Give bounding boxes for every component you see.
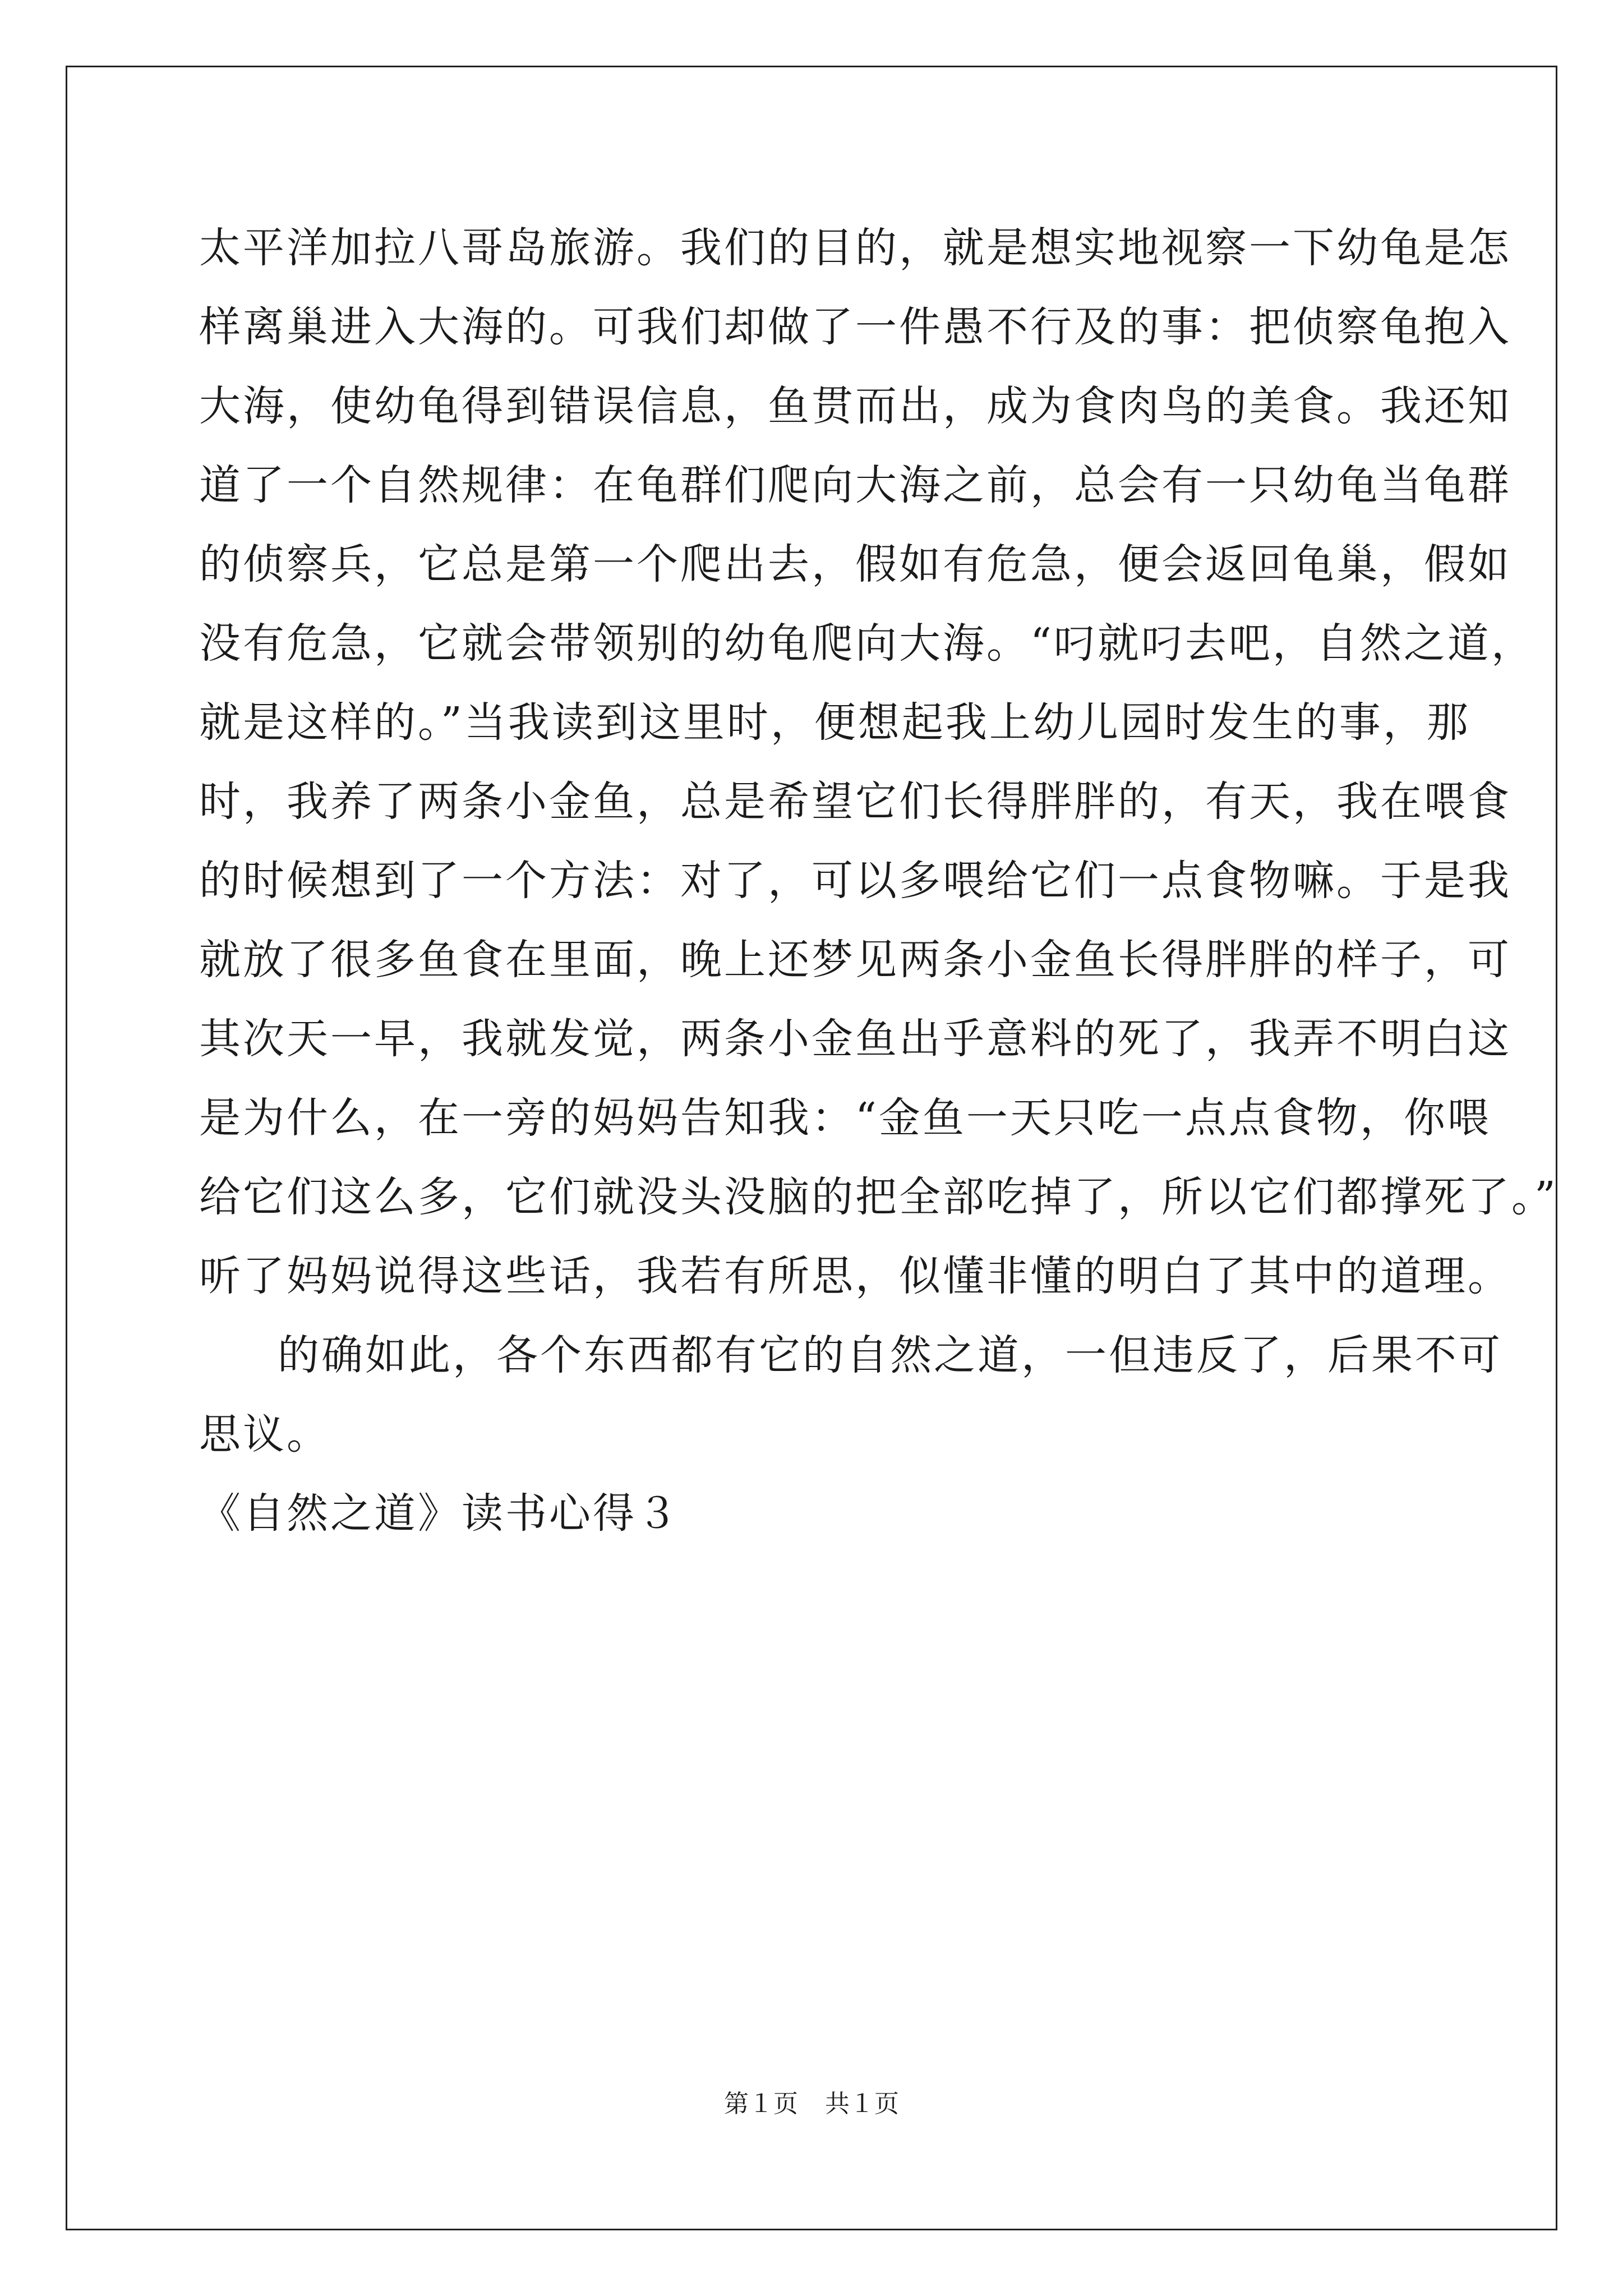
paragraph-line: 就放了很多鱼食在里面，晚上还梦见两条小金鱼长得胖胖的样子，可 [199,936,1511,984]
page-number: 第１页 [724,2090,798,2118]
paragraph-line: 样离巢进入大海的。可我们却做了一件愚不行及的事：把侦察龟抱入 [199,303,1511,351]
paragraph-line: 给它们这么多，它们就没头没脑的把全部吃掉了，所以它们都撑死了。” [199,1173,1558,1221]
paragraph-line: 其次天一早，我就发觉，两条小金鱼出乎意料的死了，我弄不明白这 [199,1015,1511,1063]
closing-paragraph-line: 的确如此，各个东西都有它的自然之道，一但违反了，后果不可 [278,1331,1502,1379]
section-heading: 《自然之道》读书心得３ [199,1489,680,1538]
closing-paragraph-line: 思议。 [199,1410,330,1458]
paragraph-line: 就是这样的。”当我读到这里时，便想起我上幼儿园时发生的事，那 [199,698,1470,747]
paragraph-line: 的侦察兵，它总是第一个爬出去，假如有危急，便会返回龟巢，假如 [199,540,1511,588]
paragraph-line: 道了一个自然规律：在龟群们爬向大海之前，总会有一只幼龟当龟群 [199,461,1511,509]
page-total: 共１页 [825,2090,899,2118]
paragraph-line: 太平洋加拉八哥岛旅游。我们的目的，就是想实地视察一下幼龟是怎 [199,224,1511,272]
paragraph-line: 听了妈妈说得这些话，我若有所思，似懂非懂的明白了其中的道理。 [199,1252,1511,1300]
paragraph-line: 大海，使幼龟得到错误信息，鱼贯而出，成为食肉鸟的美食。我还知 [199,382,1511,430]
paragraph-line: 是为什么，在一旁的妈妈告知我：“金鱼一天只吃一点点食物，你喂 [199,1094,1491,1142]
paragraph-line: 的时候想到了一个方法：对了，可以多喂给它们一点食物嘛。于是我 [199,857,1511,905]
page-footer [0,2092,1623,2116]
paragraph-line: 时，我养了两条小金鱼，总是希望它们长得胖胖的，有天，我在喂食 [199,777,1511,826]
paragraph-line: 没有危急，它就会带领别的幼龟爬向大海。“叼就叼去吧，自然之道， [199,619,1535,668]
